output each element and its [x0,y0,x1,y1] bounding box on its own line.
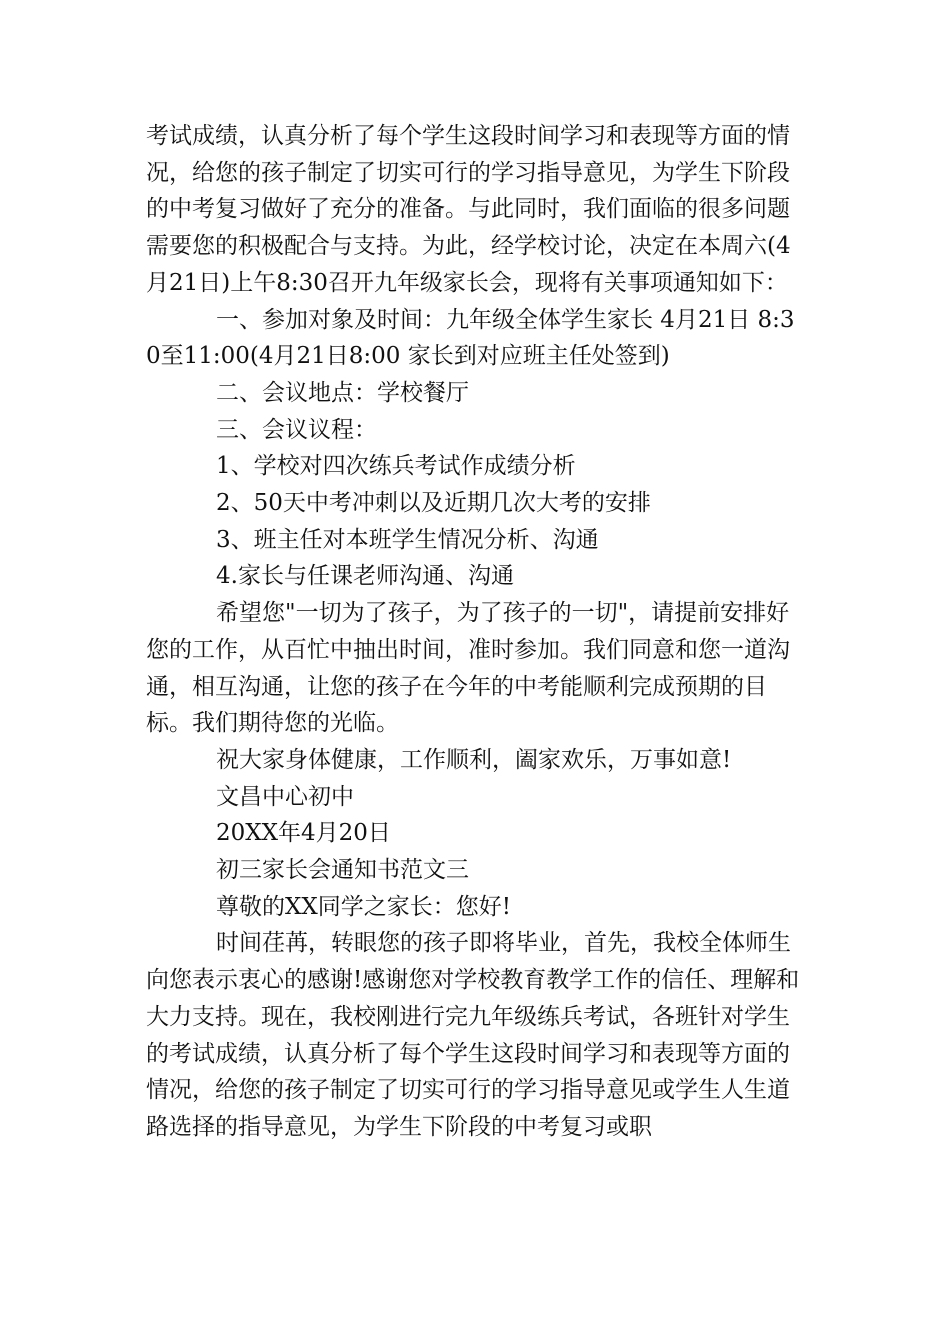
paragraph-wishes: 祝大家身体健康，工作顺利，阖家欢乐，万事如意! [216,746,732,773]
paragraph-hope: 希望您"一切为了孩子，为了孩子的一切"，请提前安排好您的工作，从百忙中抽出时间，准时参加。我们同意和您一道沟通，相互沟通，让您的孩子在今年的中考能顺利完成预期的目标。我们期待您的光临。 [146,600,790,737]
paragraph-attendees-time: 一、参加对象及时间：九年级全体学生家长 4月21日 8:30至11:00(4月21日8:00 家长到对应班主任处签到) [146,306,795,370]
section-title: 初三家长会通知书范文三 [216,857,469,884]
paragraph-body-start: 时间荏苒，转眼您的孩子即将毕业，首先，我校全体师生向您表示衷心的感谢!感谢您对学校教育教学工作的信任、理解和大力支持。现在，我校刚进行完九年级练兵考试，各班针对学生的考试成绩，认真分析了每个学生这段时间学习和表现等方面的情况，给您的孩子制定了切实可行的学习指导意见或学生人生道路选择的指导意见，为学生下阶段的中考复习或职 [146,930,800,1140]
agenda-item-2: 2、50天中考冲刺以及近期几次大考的安排 [216,490,651,517]
salutation: 尊敬的XX同学之家长：您好! [216,893,511,920]
agenda-item-1: 1、学校对四次练兵考试作成绩分析 [216,453,576,480]
signature-school: 文昌中心初中 [216,783,354,810]
document-body [146,118,806,1146]
paragraph-location: 二、会议地点：学校餐厅 [216,379,469,406]
agenda-item-3: 3、班主任对本班学生情况分析、沟通 [216,526,599,553]
paragraph-intro-continued: 考试成绩，认真分析了每个学生这段时间学习和表现等方面的情况，给您的孩子制定了切实可行的学习指导意见，为学生下阶段的中考复习做好了充分的准备。与此同时，我们面临的很多问题需要您的积极配合与支持。为此，经学校讨论，决定在本周六(4月21日)上午8:30召开九年级家长会，现将有关事项通知如下： [146,123,791,296]
agenda-item-4: 4.家长与任课老师沟通、沟通 [216,563,514,590]
paragraph-agenda-heading: 三、会议议程： [216,416,377,443]
signature-date: 20XX年4月20日 [216,820,391,847]
